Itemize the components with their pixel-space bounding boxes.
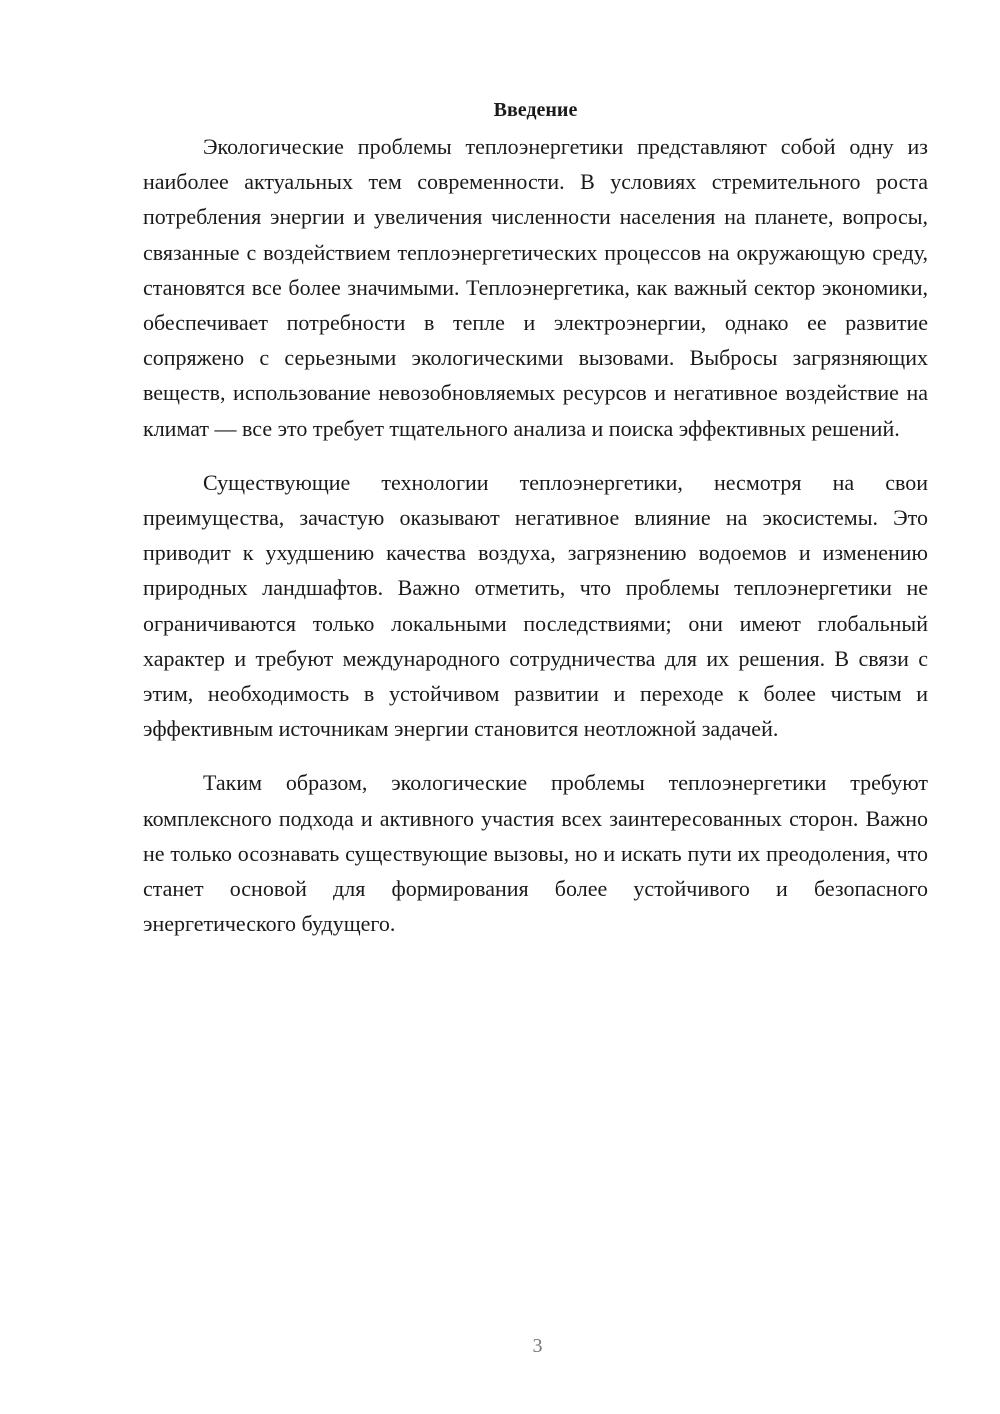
- section-title: Введение: [493, 99, 578, 121]
- page-content: [143, 95, 928, 941]
- paragraph-1: Экологические проблемы теплоэнергетики представляют собой одну из наиболее актуальных тем современности. В условиях стремительного роста потребления энергии и увеличения численности населения на планете, вопросы, связанные с воздействием теплоэнергетических процессов на окружающую среду, становятся все более значимыми. Теплоэнергетика, как важный сектор экономики, обеспечивает потребности в тепле и электроэнергии, однако ее развитие сопряжено с серьезными экологическими вызовами. Выбросы загрязняющих веществ, использование невозобновляемых ресурсов и негативное воздействие на климат — все это требует тщательного анализа и поиска эффективных решений.: [143, 134, 928, 441]
- paragraph-2: Существующие технологии теплоэнергетики, несмотря на свои преимущества, зачастую оказывают негативное влияние на экосистемы. Это приводит к ухудшению качества воздуха, загрязнению водоемов и изменению природных ландшафтов. Важно отметить, что проблемы теплоэнергетики не ограничиваются только локальными последствиями; они имеют глобальный характер и требуют международного сотрудничества для их решения. В связи с этим, необходимость в устойчивом развитии и переходе к более чистым и эффективным источникам энергии становится неотложной задачей.: [143, 469, 928, 742]
- page-number: 3: [532, 1335, 543, 1357]
- paragraph-3: Таким образом, экологические проблемы теплоэнергетики требуют комплексного подхода и активного участия всех заинтересованных сторон. Важно не только осознавать существующие вызовы, но и искать пути их преодоления, что станет основой для формирования более устойчивого и безопасного энергетического будущего.: [143, 770, 928, 937]
